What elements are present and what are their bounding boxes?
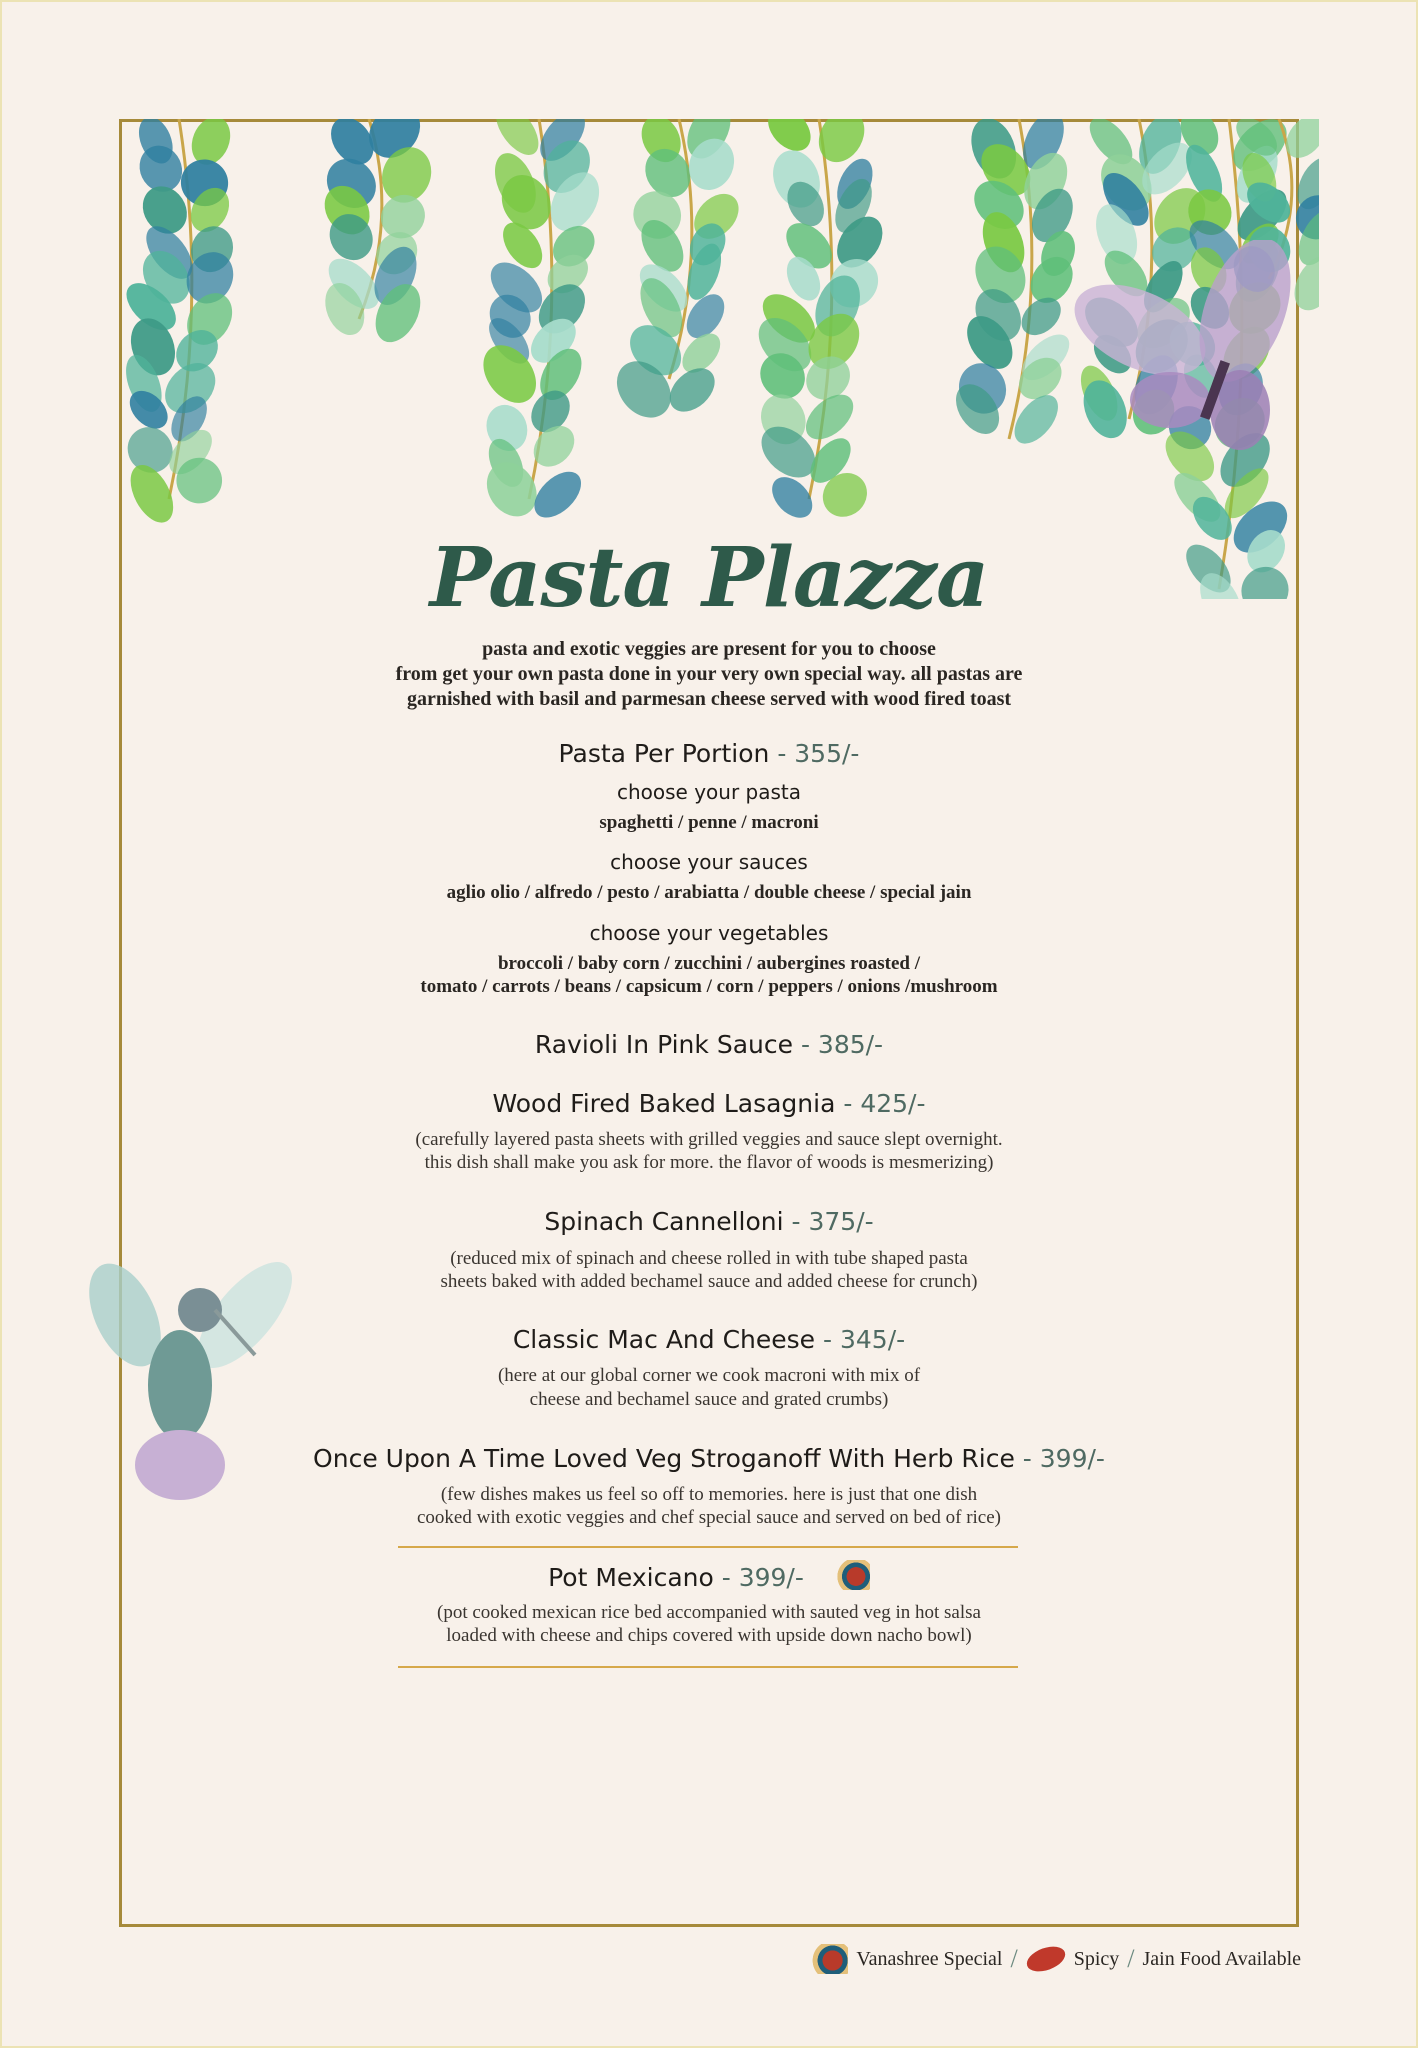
item-description: (here at our global corner we cook macroni with mix of bbox=[497, 1365, 921, 1386]
item-name: Ravioli In Pink Sauce bbox=[534, 1030, 793, 1059]
item-name: Pasta Per Portion bbox=[558, 739, 770, 768]
item-description: cheese and bechamel sauce and grated crumbs) bbox=[529, 1389, 889, 1410]
menu-item-heading bbox=[0, 1444, 1418, 1473]
item-price: - 355/- bbox=[777, 739, 860, 768]
item-name: Pot Mexicano bbox=[548, 1563, 714, 1592]
separator: / bbox=[1010, 1944, 1018, 1973]
menu-item-heading bbox=[0, 1207, 1418, 1236]
legend-spicy-label: Spicy bbox=[1073, 1947, 1120, 1970]
legend-jain-label: Jain Food Available bbox=[1142, 1947, 1301, 1970]
menu-item-heading bbox=[0, 1089, 1418, 1118]
pasta-options: spaghetti / penne / macroni bbox=[599, 812, 819, 833]
intro-line: from get your own pasta done in your very own special way. all pastas are bbox=[395, 663, 1023, 685]
item-description: (reduced mix of spinach and cheese rolled in with tube shaped pasta bbox=[450, 1248, 968, 1269]
item-price: - 345/- bbox=[823, 1325, 906, 1354]
menu-item-heading bbox=[0, 739, 1418, 768]
butterfly-illustration bbox=[1070, 240, 1330, 480]
vegetable-options: broccoli / baby corn / zucchini / aubergines roasted / bbox=[497, 953, 921, 974]
item-price: - 399/- bbox=[721, 1563, 804, 1592]
item-description: (few dishes makes us feel so off to memories. here is just that one dish bbox=[440, 1484, 978, 1505]
item-description: cooked with exotic veggies and chef special sauce and served on bed of rice) bbox=[416, 1507, 1001, 1528]
menu-item-heading bbox=[0, 1560, 1418, 1592]
item-price: - 385/- bbox=[800, 1030, 884, 1059]
leaf bbox=[488, 119, 547, 162]
divider-line bbox=[398, 1666, 1018, 1668]
item-description: (pot cooked mexican rice bed accompanied with sauted veg in hot salsa bbox=[437, 1602, 981, 1623]
vegetable-options: tomato / carrots / beans / capsicum / corn / peppers / onions /mushroom bbox=[420, 976, 998, 997]
sauce-options: aglio olio / alfredo / pesto / arabiatta / double cheese / special jain bbox=[446, 882, 972, 903]
item-description: sheets baked with added bechamel sauce and added cheese for crunch) bbox=[440, 1271, 978, 1292]
vanashree-special-icon bbox=[804, 1944, 848, 1974]
choose-vegetables-label: choose your vegetables bbox=[589, 921, 829, 945]
item-name: Wood Fired Baked Lasagnia bbox=[492, 1089, 836, 1118]
legend-special-label: Vanashree Special bbox=[856, 1947, 1003, 1970]
item-description: this dish shall make you ask for more. the flavor of woods is mesmerizing) bbox=[424, 1152, 994, 1173]
intro-line: garnished with basil and parmesan cheese served with wood fired toast bbox=[406, 688, 1012, 710]
intro-line: pasta and exotic veggies are present for you to choose bbox=[482, 638, 936, 660]
vanashree-special-icon bbox=[830, 1560, 870, 1590]
item-price: - 375/- bbox=[791, 1207, 874, 1236]
menu-item-heading bbox=[0, 1030, 1418, 1059]
item-description: (carefully layered pasta sheets with grilled veggies and sauce slept overnight. bbox=[415, 1129, 1003, 1150]
item-price: - 399/- bbox=[1022, 1444, 1105, 1473]
divider-line bbox=[398, 1546, 1018, 1548]
item-name: Spinach Cannelloni bbox=[544, 1207, 784, 1236]
item-description: loaded with cheese and chips covered with upside down nacho bowl) bbox=[446, 1625, 972, 1646]
item-name: Classic Mac And Cheese bbox=[512, 1325, 816, 1354]
legend bbox=[804, 1944, 1301, 1974]
separator: / bbox=[1127, 1944, 1135, 1973]
item-price: - 425/- bbox=[843, 1089, 926, 1118]
choose-sauces-label: choose your sauces bbox=[610, 850, 808, 874]
menu-item-heading bbox=[0, 1325, 1418, 1354]
choose-pasta-label: choose your pasta bbox=[616, 780, 802, 804]
item-name: Once Upon A Time Loved Veg Stroganoff With Herb Rice bbox=[313, 1444, 1015, 1473]
menu-title: Pasta Plazza bbox=[429, 530, 989, 626]
spicy-chili-icon bbox=[1023, 1942, 1068, 1976]
